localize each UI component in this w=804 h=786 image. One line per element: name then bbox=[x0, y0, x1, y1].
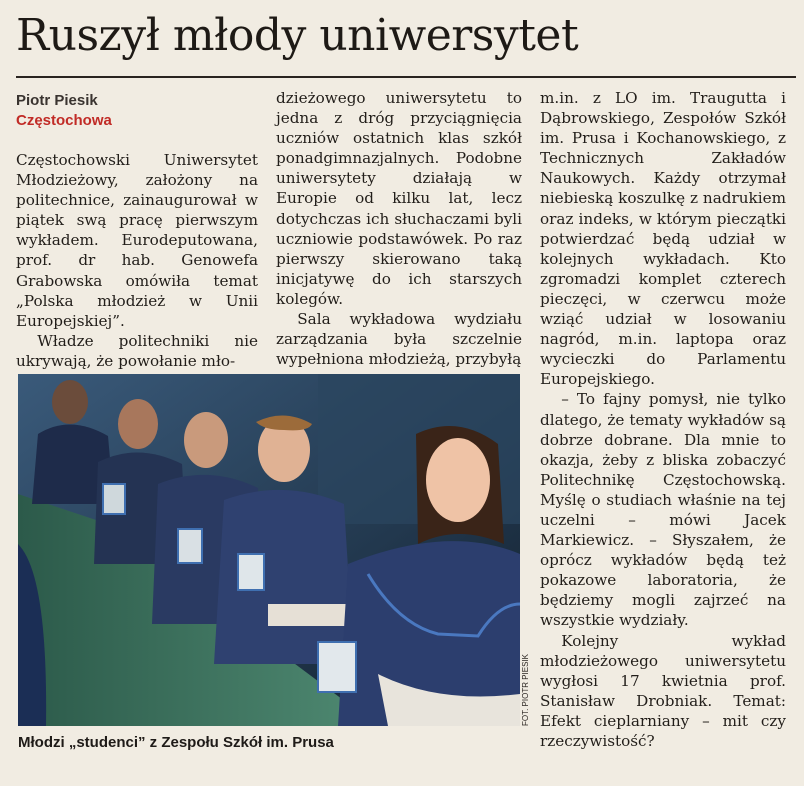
article-photo bbox=[18, 374, 520, 726]
author-byline: Piotr Piesik bbox=[16, 92, 98, 109]
paragraph: dzieżowego uniwersytetu to jedna z dróg przyciągnięcia uczniów ostatnich klas szkół ponadgimnazjalnych. Podobne uniwersytety działają w Europie od kilku lat, lecz dotychczas ich słuchaczami byli uczniowie podstawówek. Po raz pierwszy skierowano taką inicjatywę do ich starszych kolegów. bbox=[276, 89, 522, 308]
photo-illustration bbox=[18, 374, 520, 726]
paragraph: Częstochowski Uniwersytet Młodzieżowy, założony na politechnice, zainaugurował w piątek swą pracę pierwszym wykładem. Eurodeputowana, prof. dr hab. Genowefa Grabowska omówiła temat „Polska młodzież w Unii Europejskiej”. bbox=[16, 151, 258, 330]
text-column-2 bbox=[276, 88, 522, 369]
paragraph: Władze politechniki nie ukrywają, że powołanie mło- bbox=[16, 331, 258, 370]
text-column-3 bbox=[540, 88, 786, 751]
photo-caption: Młodzi „studenci” z Zespołu Szkół im. Prusa bbox=[18, 734, 334, 751]
text-column-1 bbox=[16, 150, 258, 371]
headline: Ruszył młody uniwersytet bbox=[16, 10, 579, 61]
headline-rule bbox=[16, 76, 796, 78]
paragraph: Sala wykładowa wydziału zarządzania była szczelnie wypełniona młodzieżą, przybyłą bbox=[276, 310, 522, 369]
paragraph: m.in. z LO im. Traugutta i Dąbrowskiego, Zespołów Szkół im. Prusa i Kochanowskiego, z Technicznych Zakładów Naukowych. Każdy otrzymał niebieską koszulkę z nadrukiem oraz indeks, w którym pieczątki potwierdzać będą udział w kolejnych wykładach. Kto zgromadzi komplet czterech pieczęci, w czerwcu może wziąć udział w losowaniu nagród, m.in. laptopa oraz wycieczki do Parlamentu Europejskiego. bbox=[540, 89, 786, 389]
paragraph: – To fajny pomysł, nie tylko dlatego, że tematy wykładów są dobrze dobrane. Dla mnie to okazja, żeby z bliska zobaczyć Politechnikę Częstochowską. Myślę o studiach właśnie na tej uczelni – mówi Jacek Markiewicz. – Słyszałem, że oprócz wykładów będą też pokazowe laboratoria, że będziemy mogli zajrzeć na wszystkie wydziały. bbox=[540, 390, 786, 630]
paragraph: Kolejny wykład młodzieżowego uniwersytetu wygłosi 17 kwietnia prof. Stanisław Drobniak. Temat: Efekt cieplarniany – mit czy rzeczywistość? bbox=[540, 631, 786, 750]
location-label: Częstochowa bbox=[16, 112, 112, 129]
photo-credit: FOT. PIOTR PIESIK bbox=[521, 653, 530, 726]
